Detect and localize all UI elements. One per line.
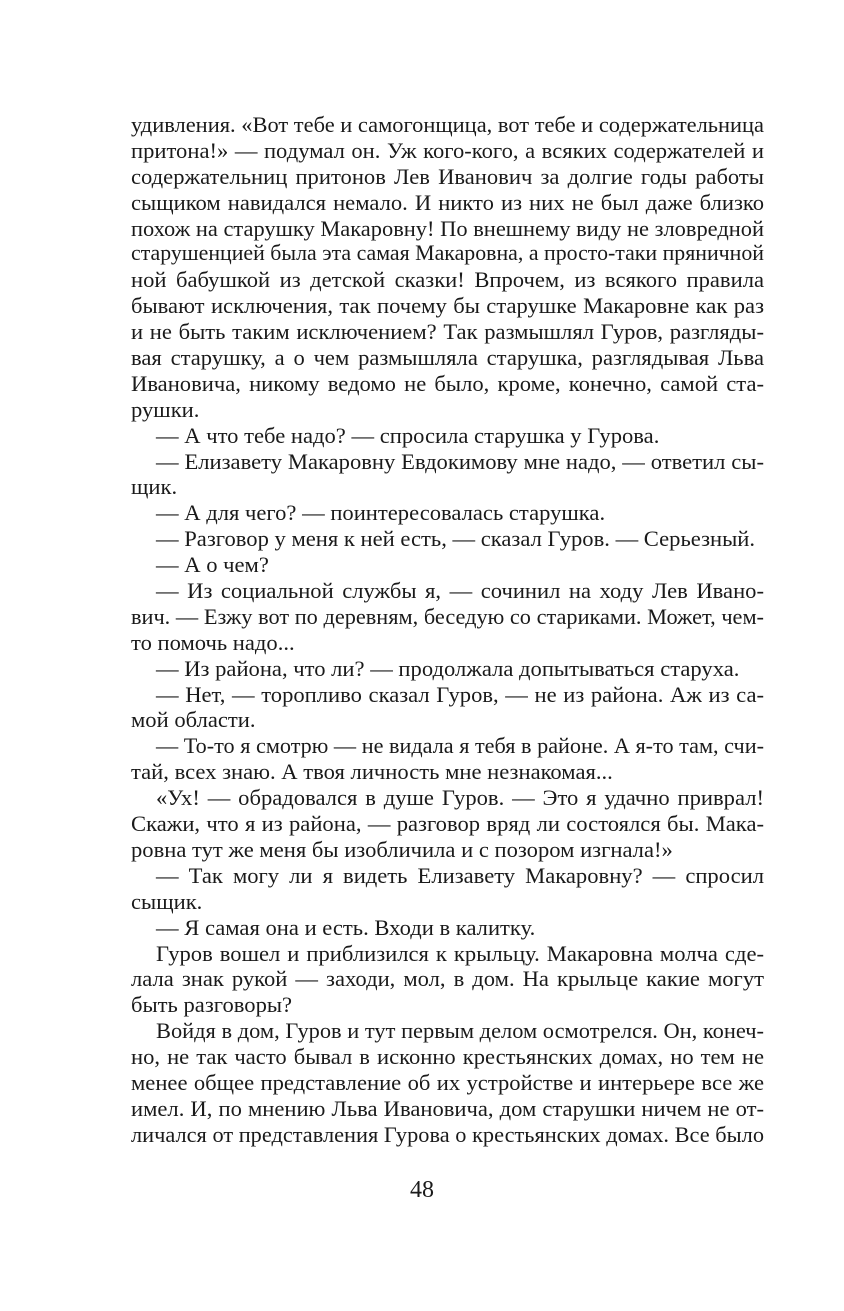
text-line: притона!» — подумал он. Уж кого-кого, а всяких содержателей и [131,137,764,163]
text-line: но, не так часто бывал в исконно крестьянских домах, но тем не [131,1044,764,1070]
text-line: и не быть таким исключением? Так размышлял Гуров, разгляды- [131,319,764,345]
text-line: сыщик. [131,888,203,914]
text-line: лала знак рукой — заходи, мол, в дом. На крыльце какие могут [131,966,764,992]
text-line: Ивановича, никому ведомо не было, кроме, конечно, самой ста- [131,370,764,396]
text-line: — Из социальной службы я, — сочинил на ходу Лев Ивано- [156,578,764,604]
text-line: личался от представления Гурова о крестьянских домах. Все было [131,1121,764,1147]
text-line: старушенцией была эта самая Макаровна, а просто-таки пряничной [131,241,764,266]
text-line: менее общее представление об их устройстве и интерьере все же [131,1069,764,1095]
text-line: удивления. «Вот тебе и самогонщица, вот тебе и содержательница [131,112,764,137]
text-line: — Нет, — торопливо сказал Гуров, — не из района. Аж из са- [156,681,764,707]
text-line: — То-то я смотрю — не видала я тебя в районе. А я-то там, счи- [156,733,764,759]
text-line: рушки. [131,396,200,422]
text-line: то помочь надо... [131,629,295,655]
text-line: ровна тут же меня бы изобличила и с позором изгнала!» [131,836,673,862]
text-line: — Елизавету Макаровну Евдокимову мне надо, — ответил сы- [156,448,764,474]
text-line: вая старушку, а о чем размышляла старушка, разглядывая Льва [131,345,764,371]
body-text [131,112,764,1148]
text-line: — А о чем? [156,552,269,578]
text-line: ной бабушкой из детской сказки! Впрочем, из всякого правила [131,267,764,293]
text-line: имел. И, по мнению Льва Ивановича, дом старушки ничем не от- [131,1095,764,1121]
text-line: мой области. [131,707,256,733]
text-line: «Ух! — обрадовался в душе Гуров. — Это я удачно приврал! [156,785,764,811]
text-line: — Разговор у меня к ней есть, — сказал Гуров. — Серьезный. [156,526,756,552]
page-number: 48 [410,1177,434,1203]
text-line: щик. [131,474,178,500]
text-line: Скажи, что я из района, — разговор вряд ли состоялся бы. Мака- [131,811,764,837]
text-line: — Так могу ли я видеть Елизавету Макаровну? — спросил [156,862,764,888]
text-line: вич. — Езжу вот по деревням, беседую со стариками. Может, чем- [131,603,764,629]
text-line: бывают исключения, так почему бы старушке Макаровне как раз [131,293,764,319]
text-line: похож на старушку Макаровну! По внешнему виду не зловредной [131,215,764,241]
text-line: Войдя в дом, Гуров и тут первым делом осмотрелся. Он, конеч- [156,1018,764,1044]
text-line: тай, всех знаю. А твоя личность мне незнакомая... [131,759,613,785]
text-line: — А что тебе надо? — спросила старушка у Гурова. [156,422,660,448]
text-line: содержательниц притонов Лев Иванович за долгие годы работы [131,163,764,189]
text-line: — А для чего? — поинтересовалась старушка. [156,500,606,526]
text-line: Гуров вошел и приблизился к крыльцу. Макаровна молча сде- [156,940,764,966]
text-line: — Я самая она и есть. Входи в калитку. [156,914,536,940]
text-line: сыщиком навидался немало. И никто из них не был даже близко [131,189,764,215]
text-line: — Из района, что ли? — продолжала допытываться старуха. [156,655,740,681]
text-line: быть разговоры? [131,992,293,1018]
